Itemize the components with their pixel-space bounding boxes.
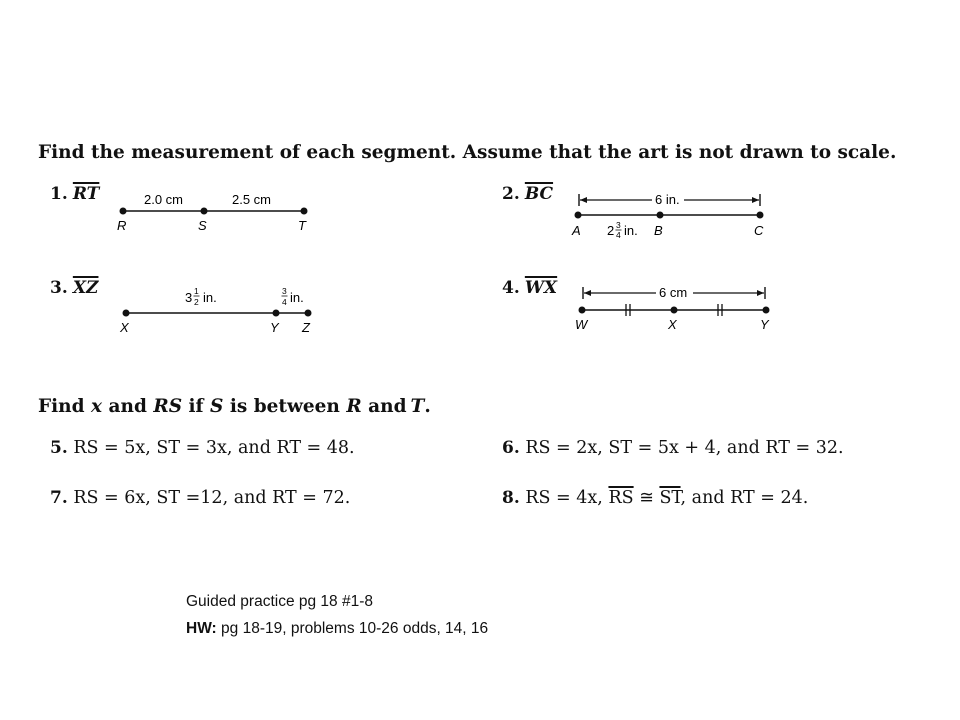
point-c [757,212,764,219]
point-label-b: B [654,223,663,238]
problem-8-segment-rs: $\overline{RS}$ [608,488,634,508]
point-t [301,208,308,215]
segment-diagram-1 [110,188,320,238]
problem-3-label [50,278,98,298]
length-label-st: 2.5 cm [232,192,272,207]
point-label-s: S [198,218,207,233]
problem-8-text-a: RS = 4x, [525,488,603,508]
point-x [671,307,678,314]
guided-practice-note: Guided practice pg 18 #1-8 [186,593,373,610]
problem-2-number: 2. [502,184,520,204]
problem-4-label [502,278,557,298]
arrow-left-icon [584,290,591,296]
problem-7-number: 7. [50,488,68,508]
problem-5-text: RS = 5x, ST = 3x, and RT = 48. [73,438,355,458]
point-label-c: C [754,223,764,238]
length-label-yz-denominator: 4 [282,297,287,307]
heading-period: . [424,396,431,417]
problem-3-number: 3. [50,278,68,298]
problem-1-number: 1. [50,184,68,204]
problem-6 [502,438,844,458]
length-label-xy-unit: in. [203,290,217,305]
arrow-left-icon [580,197,587,203]
problem-2-segment: $\overline{BC}$ [524,184,554,204]
point-y [763,307,770,314]
problem-3-segment: $\overline{XZ}$ [72,278,99,298]
point-r [120,208,127,215]
heading-word: if [188,396,204,417]
point-s [201,208,208,215]
section-heading-measurement: Find the measurement of each segment. Assume that the art is not drawn to scale. [38,142,897,163]
point-z [305,310,312,317]
heading-word: and [108,396,147,417]
problem-2-label [502,184,553,204]
problem-7 [50,488,350,508]
length-label-ac: 6 in. [655,192,680,207]
homework-label: HW: [186,620,217,637]
heading-word: and [368,396,407,417]
length-label-yz-numerator: 3 [282,286,287,296]
length-label-ab-numerator: 3 [616,220,621,230]
problem-8-text-b: , and RT = 24. [680,488,809,508]
length-label-wy: 6 cm [659,285,688,300]
heading-point-s: S [209,396,224,417]
point-x [123,310,130,317]
point-label-t: T [298,218,306,233]
arrow-right-icon [752,197,759,203]
point-w [579,307,586,314]
point-label-y: Y [270,320,279,335]
heading-variable-x: x [91,396,103,417]
point-label-y: Y [760,317,769,332]
heading-word: Find [38,396,85,417]
homework-text: pg 18-19, problems 10-26 odds, 14, 16 [221,620,489,637]
heading-point-r: R [346,396,362,417]
problem-8-number: 8. [502,488,520,508]
arrow-right-icon [757,290,764,296]
segment-diagram-3 [112,280,332,340]
heading-segment-rs: RS [153,396,183,417]
congruent-symbol: ≅ [639,488,654,508]
length-label-yz-unit: in. [290,290,304,305]
segment-diagram-4 [572,280,782,340]
length-label-ab-whole: 2 [607,223,615,238]
length-label-rs: 2.0 cm [144,192,184,207]
section-heading-find-x [38,396,431,417]
point-label-z: Z [302,320,310,335]
problem-4-segment: $\overline{WX}$ [524,278,558,298]
problem-5-number: 5. [50,438,68,458]
problem-5 [50,438,355,458]
problem-7-text: RS = 6x, ST =12, and RT = 72. [73,488,351,508]
point-label-w: W [575,317,588,332]
problem-8-segment-st: $\overline{ST}$ [659,488,681,508]
point-label-r: R [117,218,127,233]
length-label-xy-numerator: 1 [194,286,199,296]
problem-8 [502,488,808,508]
point-label-x: X [668,317,677,332]
point-a [575,212,582,219]
heading-point-t: T [410,396,425,417]
length-label-ab-denominator: 4 [616,230,621,240]
length-label-xy-whole: 3 [185,290,193,305]
heading-word: is between [229,396,340,417]
problem-6-number: 6. [502,438,520,458]
segment-diagram-2 [570,186,780,244]
point-y [273,310,280,317]
homework-note [186,620,488,638]
problem-1-label [50,184,99,204]
length-label-xy-denominator: 2 [194,297,199,307]
point-label-x: X [120,320,129,335]
point-label-a: A [572,223,581,238]
length-label-ab-unit: in. [624,223,638,238]
problem-4-number: 4. [502,278,520,298]
problem-6-text: RS = 2x, ST = 5x + 4, and RT = 32. [525,438,844,458]
problem-1-segment: $\overline{RT}$ [72,184,100,204]
point-b [657,212,664,219]
